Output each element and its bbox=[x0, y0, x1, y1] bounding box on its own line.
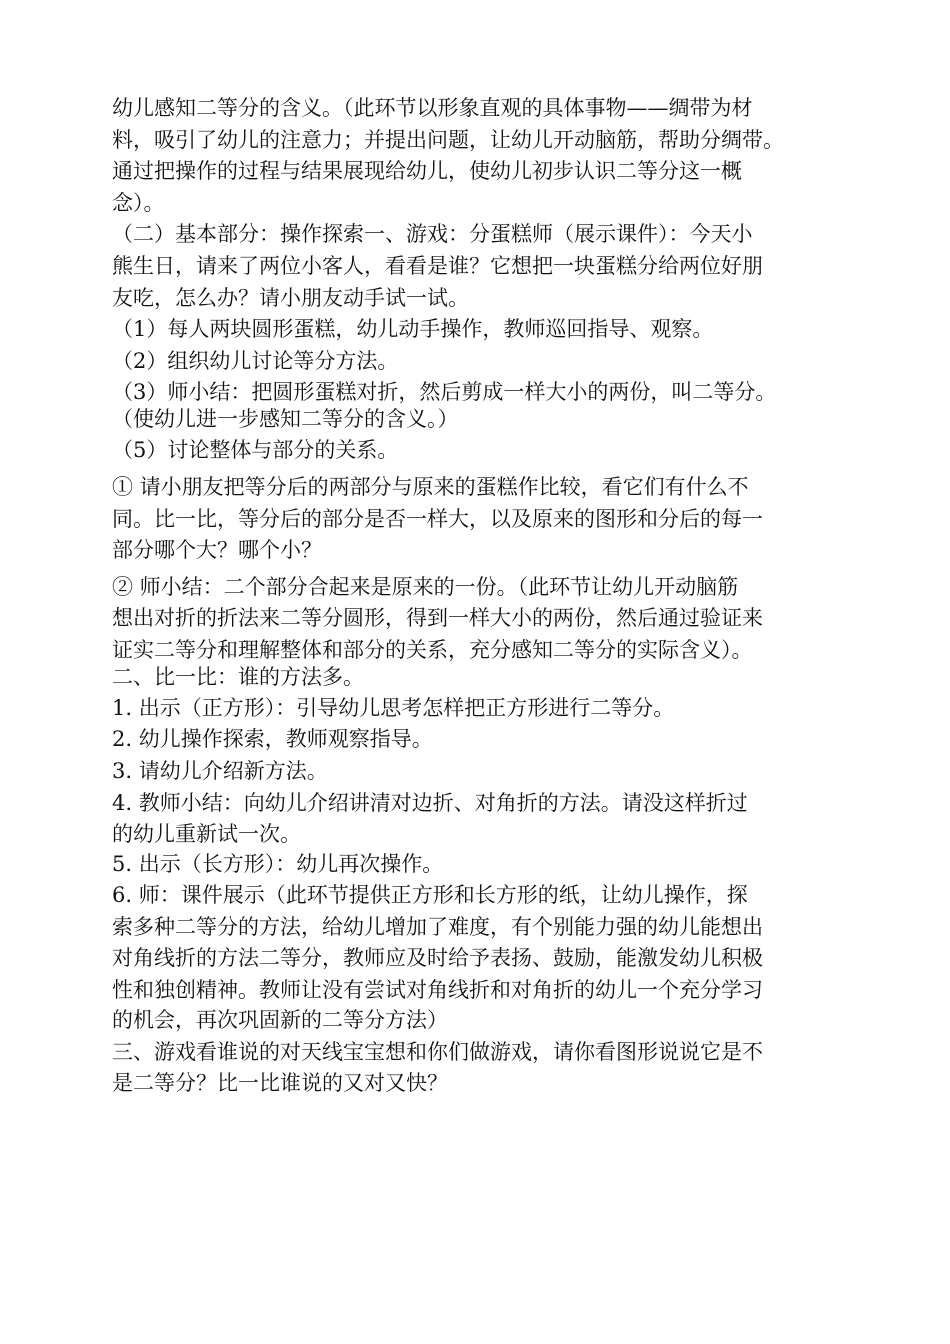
text-line: 性和独创精神。教师让没有尝试对角线折和对角折的幼儿一个充分学习 bbox=[112, 978, 763, 1002]
text-line: 念）。 bbox=[112, 191, 165, 215]
text-line: 的幼儿重新试一次。 bbox=[112, 822, 301, 846]
text-line: （1）每人两块圆形蛋糕，幼儿动手操作，教师巡回指导、观察。 bbox=[112, 317, 714, 341]
text-line: 熊生日，请来了两位小客人，看看是谁？它想把一块蛋糕分给两位好朋 bbox=[112, 254, 763, 278]
text-line: ② 师小结：二个部分合起来是原来的一份。（此环节让幼儿开动脑筋 bbox=[112, 575, 739, 599]
text-line: 部分哪个大？哪个小？ bbox=[112, 538, 322, 562]
text-line: 友吃，怎么办？请小朋友动手试一试。 bbox=[112, 286, 469, 310]
text-line: （2）组织幼儿讨论等分方法。 bbox=[112, 349, 399, 373]
text-line: 同。比一比，等分后的部分是否一样大，以及原来的图形和分后的每一 bbox=[112, 507, 763, 531]
text-line: 4. 教师小结：向幼儿介绍讲清对边折、对角折的方法。请没这样折过 bbox=[112, 791, 748, 815]
text-line: 5. 出示（长方形）：幼儿再次操作。 bbox=[112, 852, 444, 876]
text-line: ① 请小朋友把等分后的两部分与原来的蛋糕作比较，看它们有什么不 bbox=[112, 475, 749, 499]
text-line: 证实二等分和理解整体和部分的关系，充分感知二等分的实际含义）。 bbox=[112, 638, 753, 662]
text-line: 2. 幼儿操作探索，教师观察指导。 bbox=[112, 727, 433, 751]
text-line: 6. 师：课件展示（此环节提供正方形和长方形的纸，让幼儿操作，探 bbox=[112, 883, 748, 907]
text-line: 索多种二等分的方法，给幼儿增加了难度，有个别能力强的幼儿能想出 bbox=[112, 915, 763, 939]
text-line: 对角线折的方法二等分，教师应及时给予表扬、鼓励，能激发幼儿积极 bbox=[112, 946, 763, 970]
text-line: 想出对折的折法来二等分圆形，得到一样大小的两份，然后通过验证来 bbox=[112, 606, 763, 630]
text-line: （使幼儿进一步感知二等分的含义。） bbox=[112, 407, 459, 431]
text-line: 通过把操作的过程与结果展现给幼儿，使幼儿初步认识二等分这一概 bbox=[112, 159, 742, 183]
text-line: 料，吸引了幼儿的注意力；并提出问题，让幼儿开动脑筋，帮助分绸带。 bbox=[112, 128, 784, 152]
text-line: （5）讨论整体与部分的关系。 bbox=[112, 438, 399, 462]
text-line: 幼儿感知二等分的含义。（此环节以形象直观的具体事物——绸带为材 bbox=[112, 96, 753, 120]
text-line: （二）基本部分：操作探索一、游戏：分蛋糕师（展示课件）：今天小 bbox=[112, 222, 753, 246]
text-line: （3）师小结：把圆形蛋糕对折，然后剪成一样大小的两份，叫二等分。 bbox=[112, 380, 777, 404]
text-line: 的机会，再次巩固新的二等分方法） bbox=[112, 1008, 448, 1032]
text-line: 1. 出示（正方形）：引导幼儿思考怎样把正方形进行二等分。 bbox=[112, 696, 675, 720]
text-line: 是二等分？比一比谁说的又对又快？ bbox=[112, 1071, 448, 1095]
text-line: 3. 请幼儿介绍新方法。 bbox=[112, 759, 328, 783]
text-line: 二、比一比：谁的方法多。 bbox=[112, 665, 364, 689]
text-line: 三、游戏看谁说的对天线宝宝想和你们做游戏，请你看图形说说它是不 bbox=[112, 1040, 763, 1064]
